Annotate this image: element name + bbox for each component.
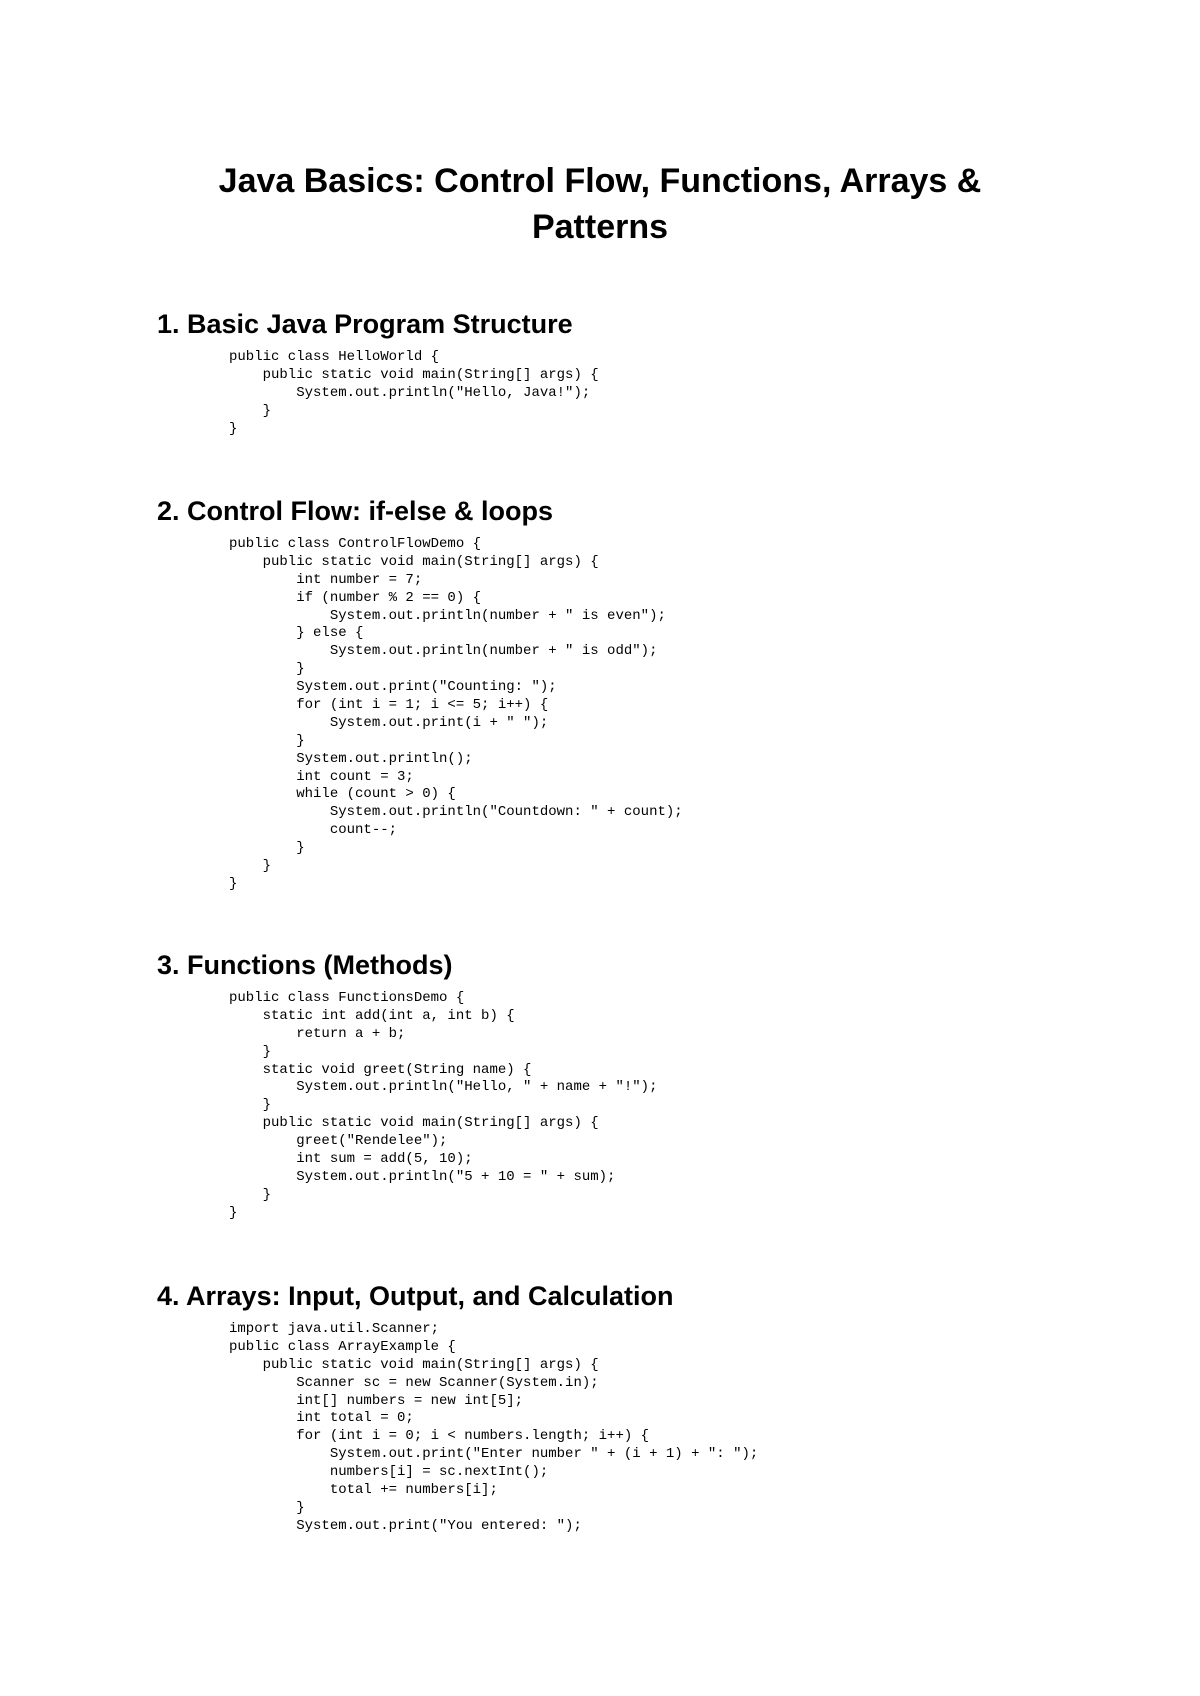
code-line: } bbox=[229, 858, 272, 875]
code-line: System.out.println("Hello, " + name + "!"); bbox=[229, 1079, 658, 1096]
code-line: } bbox=[229, 1097, 272, 1114]
code-line: while (count > 0) { bbox=[229, 786, 456, 803]
code-line: public static void main(String[] args) { bbox=[229, 553, 599, 570]
code-line: int total = 0; bbox=[229, 1410, 414, 1427]
document-title-line-1: Java Basics: Control Flow, Functions, Arrays & bbox=[218, 162, 982, 200]
section-arrays bbox=[157, 1279, 1107, 1536]
code-line: } bbox=[229, 1186, 272, 1203]
code-line: numbers[i] = sc.nextInt(); bbox=[229, 1464, 549, 1481]
code-block bbox=[229, 536, 1107, 894]
code-line: int number = 7; bbox=[229, 571, 423, 588]
code-block bbox=[229, 349, 1107, 438]
code-line: System.out.println(number + " is even"); bbox=[229, 607, 666, 624]
code-line: public class FunctionsDemo { bbox=[229, 990, 465, 1006]
section-control-flow bbox=[157, 494, 1107, 894]
code-line: System.out.print("You entered: "); bbox=[229, 1517, 582, 1534]
code-line: System.out.print(i + " "); bbox=[229, 714, 549, 731]
code-line: } bbox=[229, 1204, 238, 1221]
section-heading: 1. Basic Java Program Structure bbox=[157, 309, 573, 339]
code-line: count--; bbox=[229, 822, 398, 839]
code-line: Scanner sc = new Scanner(System.in); bbox=[229, 1374, 599, 1391]
code-line: static int add(int a, int b) { bbox=[229, 1007, 515, 1024]
section-heading: 3. Functions (Methods) bbox=[157, 950, 453, 980]
document-title-line-2: Patterns bbox=[531, 208, 669, 246]
code-line: } bbox=[229, 840, 305, 857]
code-line: for (int i = 1; i <= 5; i++) { bbox=[229, 697, 549, 714]
code-line: } bbox=[229, 402, 272, 419]
code-line: } bbox=[229, 1499, 305, 1516]
code-line: } bbox=[229, 420, 238, 437]
section-heading: 2. Control Flow: if-else & loops bbox=[157, 496, 554, 526]
code-line: System.out.println(); bbox=[229, 750, 473, 767]
code-block bbox=[229, 990, 1107, 1223]
code-line: public static void main(String[] args) { bbox=[229, 1115, 599, 1132]
code-line: total += numbers[i]; bbox=[229, 1482, 498, 1499]
code-line: static void greet(String name) { bbox=[229, 1061, 532, 1078]
code-line: public class ArrayExample { bbox=[229, 1338, 456, 1355]
code-line: System.out.println("Hello, Java!"); bbox=[229, 384, 591, 401]
section-program-structure bbox=[157, 307, 1107, 438]
code-line: public class ControlFlowDemo { bbox=[229, 536, 482, 552]
code-block bbox=[229, 1321, 1107, 1536]
code-line: greet("Rendelee"); bbox=[229, 1133, 448, 1150]
code-line: System.out.print("Enter number " + (i + 1) + ": "); bbox=[229, 1446, 759, 1463]
code-line: System.out.println(number + " is odd"); bbox=[229, 643, 658, 660]
code-line: } bbox=[229, 1043, 272, 1060]
code-line: public static void main(String[] args) { bbox=[229, 1356, 599, 1373]
code-line: if (number % 2 == 0) { bbox=[229, 589, 482, 606]
code-line: } bbox=[229, 661, 305, 678]
section-functions bbox=[157, 948, 1107, 1223]
code-line: import java.util.Scanner; bbox=[229, 1321, 440, 1337]
code-line: for (int i = 0; i < numbers.length; i++) { bbox=[229, 1428, 650, 1445]
document-title bbox=[150, 158, 1050, 250]
code-line: int sum = add(5, 10); bbox=[229, 1151, 473, 1168]
code-line: } else { bbox=[229, 625, 364, 642]
code-line: System.out.print("Counting: "); bbox=[229, 679, 557, 696]
code-line: return a + b; bbox=[229, 1025, 406, 1042]
code-line: public static void main(String[] args) { bbox=[229, 366, 599, 383]
code-line: } bbox=[229, 875, 238, 892]
section-heading: 4. Arrays: Input, Output, and Calculation bbox=[157, 1281, 674, 1311]
code-line: System.out.println("5 + 10 = " + sum); bbox=[229, 1168, 616, 1185]
code-line: } bbox=[229, 732, 305, 749]
code-line: int[] numbers = new int[5]; bbox=[229, 1392, 524, 1409]
code-line: int count = 3; bbox=[229, 768, 414, 785]
code-line: public class HelloWorld { bbox=[229, 349, 440, 365]
code-line: System.out.println("Countdown: " + count); bbox=[229, 804, 683, 821]
